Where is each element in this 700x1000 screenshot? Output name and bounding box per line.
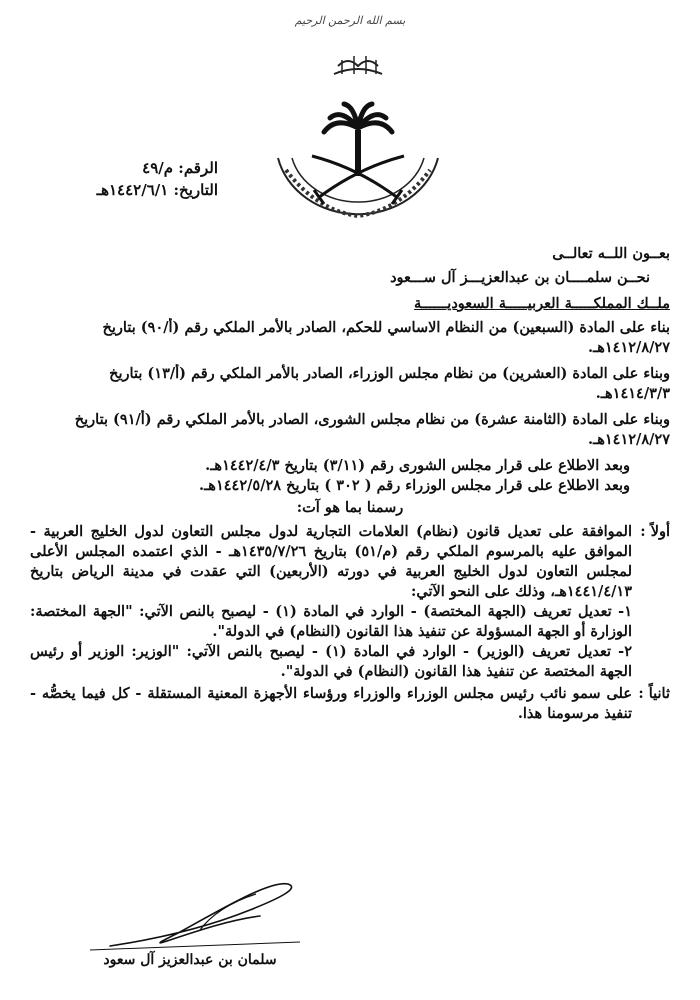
article-first-text: الموافقة على تعديل قانون (نظام) العلامات التجارية لدول مجلس التعاون لدول الخليج العربية - الموافق عليه بالمرسوم الملكي رقم (م/٥١) بتاريخ ١٤٣٥/٧/٢٦هـ - الذي اعتمده المجلس الأعلى لمجلس التعاون لدول الخليج العربية في دورته (الأربعين) التي عقدت في مدينة الرياض بتاريخ ١٤٤١/٤/١٣هـ، وذلك على النحو الآتي: (30, 523, 632, 600)
article-second (30, 684, 670, 724)
opening-invocation: بعــون اللــه تعالــى (552, 245, 670, 262)
review-ministers: وبعد الاطلاع على قرار مجلس الوزراء رقم ( ٣٠٢ ) بتاريخ ١٤٤٢/٥/٢٨هـ. (199, 477, 630, 494)
date-row (18, 179, 218, 201)
article-second-label: ثانياً : (638, 685, 670, 702)
signatory-name: سلمان بن عبدالعزيز آل سعود (103, 952, 277, 968)
amendment-2: ٢- تعديل تعريف (الوزير) - الوارد في المادة (١) - ليصبح بالنص الآتي: "الوزير: الوزير أو رئيس الجهة المختصة عن تنفيذ هذا القانون (النظام) في الدولة". (30, 643, 632, 680)
article-second-text: على سمو نائب رئيس مجلس الوزراء والوزراء ورؤساء الأجهزة المعنية المستقلة - كل فيما يخصُّه - تنفيذ مرسومنا هذا. (30, 685, 632, 722)
reference-number-label: الرقم: (178, 159, 218, 177)
reference-number-value: م/٤٩ (142, 159, 174, 177)
article-first-label: أولاً : (640, 523, 670, 540)
amendment-1: ١- تعديل تعريف (الجهة المختصة) - الوارد في المادة (١) - ليصبح بالنص الآتي: "الجهة المختصة: الوزارة أو الجهة المسؤولة عن تنفيذ هذا القانون (النظام) في الدولة". (30, 603, 632, 640)
reference-number-row (18, 157, 218, 179)
decree-heading: رسمنا بما هو آت: (296, 499, 404, 516)
review-shura: وبعد الاطلاع على قرار مجلس الشورى رقم (٣/١١) بتاريخ ١٤٤٢/٤/٣هـ. (205, 457, 630, 474)
king-name-line: نحــن سلمــــان بن عبدالعزيـــز آل ســـعود (390, 269, 650, 286)
date-value: ١٤٤٢/٦/١هـ (96, 181, 169, 199)
signature-block (60, 880, 320, 980)
date-label: التاريخ: (173, 181, 218, 199)
legal-basis-1: بناء على المادة (السبعين) من النظام الاساسي للحكم، الصادر بالأمر الملكي رقم (أ/٩٠) بتاريخ ١٤١٢/٨/٢٧هـ. (102, 319, 670, 356)
article-first-content (30, 522, 632, 682)
legal-basis-3: وبناء على المادة (الثامنة عشرة) من نظام مجلس الشورى، الصادر بالأمر الملكي رقم (أ/٩١) بتاريخ ١٤١٢/٨/٢٧هـ. (74, 411, 670, 448)
king-title-line: ملــك المملكـــــة العربيـــــة السعوديــــــة (414, 295, 670, 312)
saudi-emblem-icon (258, 38, 458, 238)
reference-block (18, 157, 218, 201)
article-first (30, 522, 670, 682)
decree-body (30, 244, 670, 726)
handwritten-signature-icon (60, 880, 320, 952)
legal-basis-2: وبناء على المادة (العشرين) من نظام مجلس الوزراء، الصادر بالأمر الملكي رقم (أ/١٣) بتاريخ ١٤١٤/٣/٣هـ. (109, 365, 670, 402)
basmala: بسم الله الرحمن الرحيم (294, 14, 406, 27)
